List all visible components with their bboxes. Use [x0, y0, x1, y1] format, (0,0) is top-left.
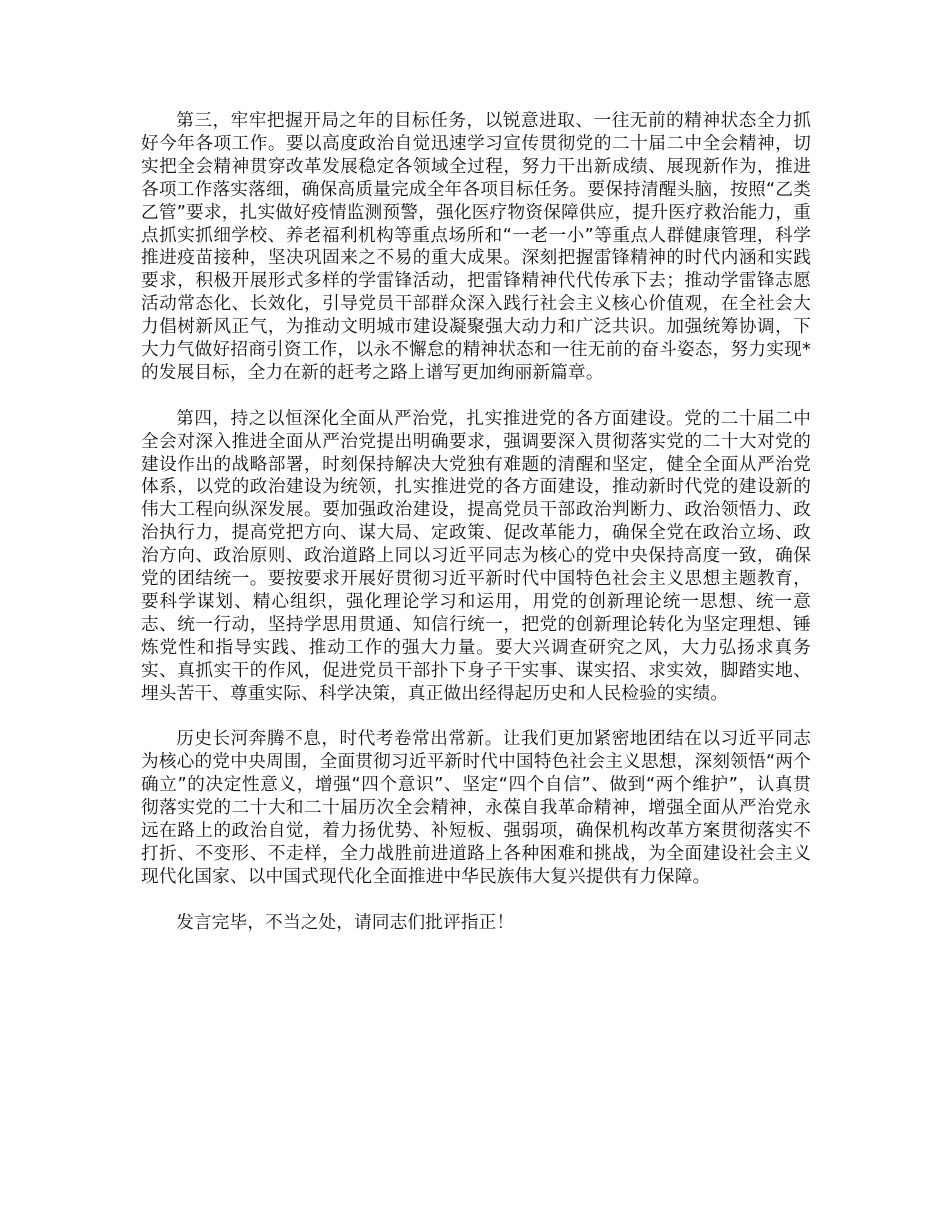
paragraph-conclusion: 历史长河奔腾不息，时代考卷常出常新。让我们更加紧密地团结在以习近平同志为核心的党中央周围，全面贯彻习近平新时代中国特色社会主义思想，深刻领悟“两个确立”的决定性意义，增强“四个意识”、坚定“四个自信”、做到“两个维护”，认真贯彻落实党的二十大和二十届历次全会精神，永葆自我革命精神，增强全面从严治党永远在路上的政治自觉，着力扬优势、补短板、强弱项，确保机构改革方案贯彻落实不打折、不变形、不走样，全力战胜前进道路上各种困难和挑战，为全面建设社会主义现代化国家、以中国式现代化全面推进中华民族伟大复兴提供有力保障。	[141, 729, 811, 887]
paragraph-closing-remark: 发言完毕，不当之处，请同志们批评指正！	[176, 912, 515, 933]
paragraph-fourth-point: 第四，持之以恒深化全面从严治党，扎实推进党的各方面建设。党的二十届二中全会对深入推进全面从严治党提出明确要求，强调要深入贯彻落实党的二十大对党的建设作出的战略部署，时刻保持解决大党独有难题的清醒和坚定，健全全面从严治党体系，以党的政治建设为统领，扎实推进党的各方面建设，推动新时代党的建设新的伟大工程向纵深发展。要加强政治建设，提高党员干部政治判断力、政治领悟力、政治执行力，提高党把方向、谋大局、定政策、促改革能力，确保全党在政治立场、政治方向、政治原则、政治道路上同以习近平同志为核心的党中央保持高度一致，确保党的团结统一。要按要求开展好贯彻习近平新时代中国特色社会主义思想主题教育，要科学谋划、精心组织，强化理论学习和运用，用党的创新理论统一思想、统一意志、统一行动，坚持学思用贯通、知信行统一，把党的创新理论转化为坚定理想、锤炼党性和指导实践、推动工作的强大力量。要大兴调查研究之风，大力弘扬求真务实、真抓实干的作风，促进党员干部扑下身子干实事、谋实招、求实效，脚踏实地、埋头苦干、尊重实际、科学决策，真正做出经得起历史和人民检验的实绩。	[141, 408, 811, 704]
paragraph-third-point: 第三，牢牢把握开局之年的目标任务，以锐意进取、一往无前的精神状态全力抓好今年各项工作。要以高度政治自觉迅速学习宣传贯彻党的二十届二中全会精神，切实把全会精神贯穿改革发展稳定各领域全过程，努力干出新成绩、展现新作为，推进各项工作落实落细，确保高质量完成全年各项目标任务。要保持清醒头脑，按照“乙类乙管”要求，扎实做好疫情监测预警，强化医疗物资保障供应，提升医疗救治能力，重点抓实抓细学校、养老福利机构等重点场所和“一老一小”等重点人群健康管理，科学推进疫苗接种，坚决巩固来之不易的重大成果。深刻把握雷锋精神的时代内涵和实践要求，积极开展形式多样的学雷锋活动，把雷锋精神代代传承下去；推动学雷锋志愿活动常态化、长效化，引导党员干部群众深入践行社会主义核心价值观，在全社会大力倡树新风正气，为推动文明城市建设凝聚强大动力和广泛共识。加强统筹协调，下大力气做好招商引资工作，以永不懈怠的精神状态和一往无前的奋斗姿态，努力实现*的发展目标，全力在新的赶考之路上谱写更加绚丽新篇章。	[141, 111, 811, 383]
document-body	[141, 110, 811, 957]
